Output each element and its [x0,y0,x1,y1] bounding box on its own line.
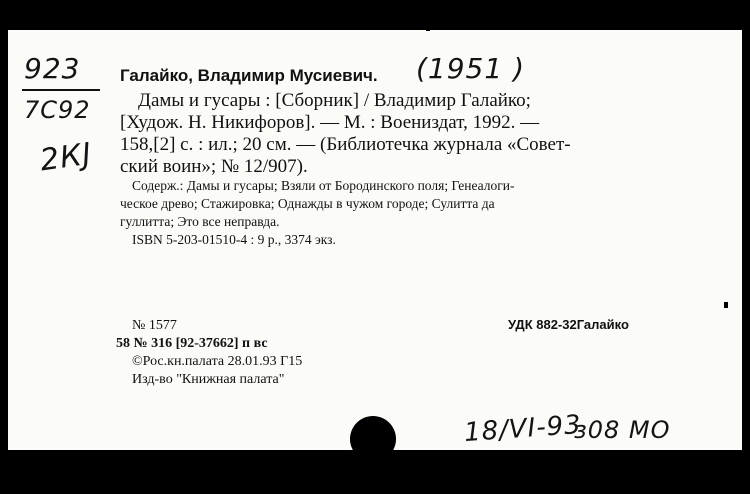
scan-speck [724,302,728,308]
shelf-mark-underline [22,89,100,91]
entry-line-4: ский воин»; № 12/907). [120,156,308,177]
contents-line-3: гуллитта; Это все неправда. [120,214,280,229]
entry-line-3: 158,[2] с. : ил.; 20 см. — (Библиотечка журнала «Совет- [120,134,571,155]
stamp-line-2: 58 № 316 [92-37662] п вс [116,336,268,351]
handwritten-note: 2КJ [37,136,95,179]
entry-line-1: Дамы и гусары : [Сборник] / Владимир Галайко; [138,90,531,111]
handwritten-number: 7C92 [24,96,91,124]
shelf-mark: 923 [24,52,81,85]
entry-line-2: [Худож. Н. Никифоров]. — М. : Воениздат, 1992. — [120,112,540,133]
entry-heading: Галайко, Владимир Мусиевич. [120,66,378,85]
catalog-card [8,30,742,450]
handwritten-tail: з08 МО [574,416,671,444]
udk-code: УДК 882-32Галайко [508,317,629,332]
isbn-line: ISBN 5-203-01510-4 : 9 р., 3374 экз. [132,232,336,247]
contents-line-1: Содерж.: Дамы и гусары; Взяли от Бородинского поля; Генеалоги- [132,178,515,193]
handwritten-year: (1951 ) [416,52,526,85]
handwritten-date-code: 18/VI-93 [463,409,583,449]
scan-speck [426,27,430,31]
contents-line-2: ческое древо; Стажировка; Однажды в чужом городе; Сулитта да [120,196,495,211]
stamp-number: № 1577 [132,318,177,333]
stamp-line-3: ©Рос.кн.палата 28.01.93 Г15 [132,354,303,369]
stamp-line-4: Изд-во "Книжная палата" [132,372,285,387]
punch-hole [350,416,396,462]
